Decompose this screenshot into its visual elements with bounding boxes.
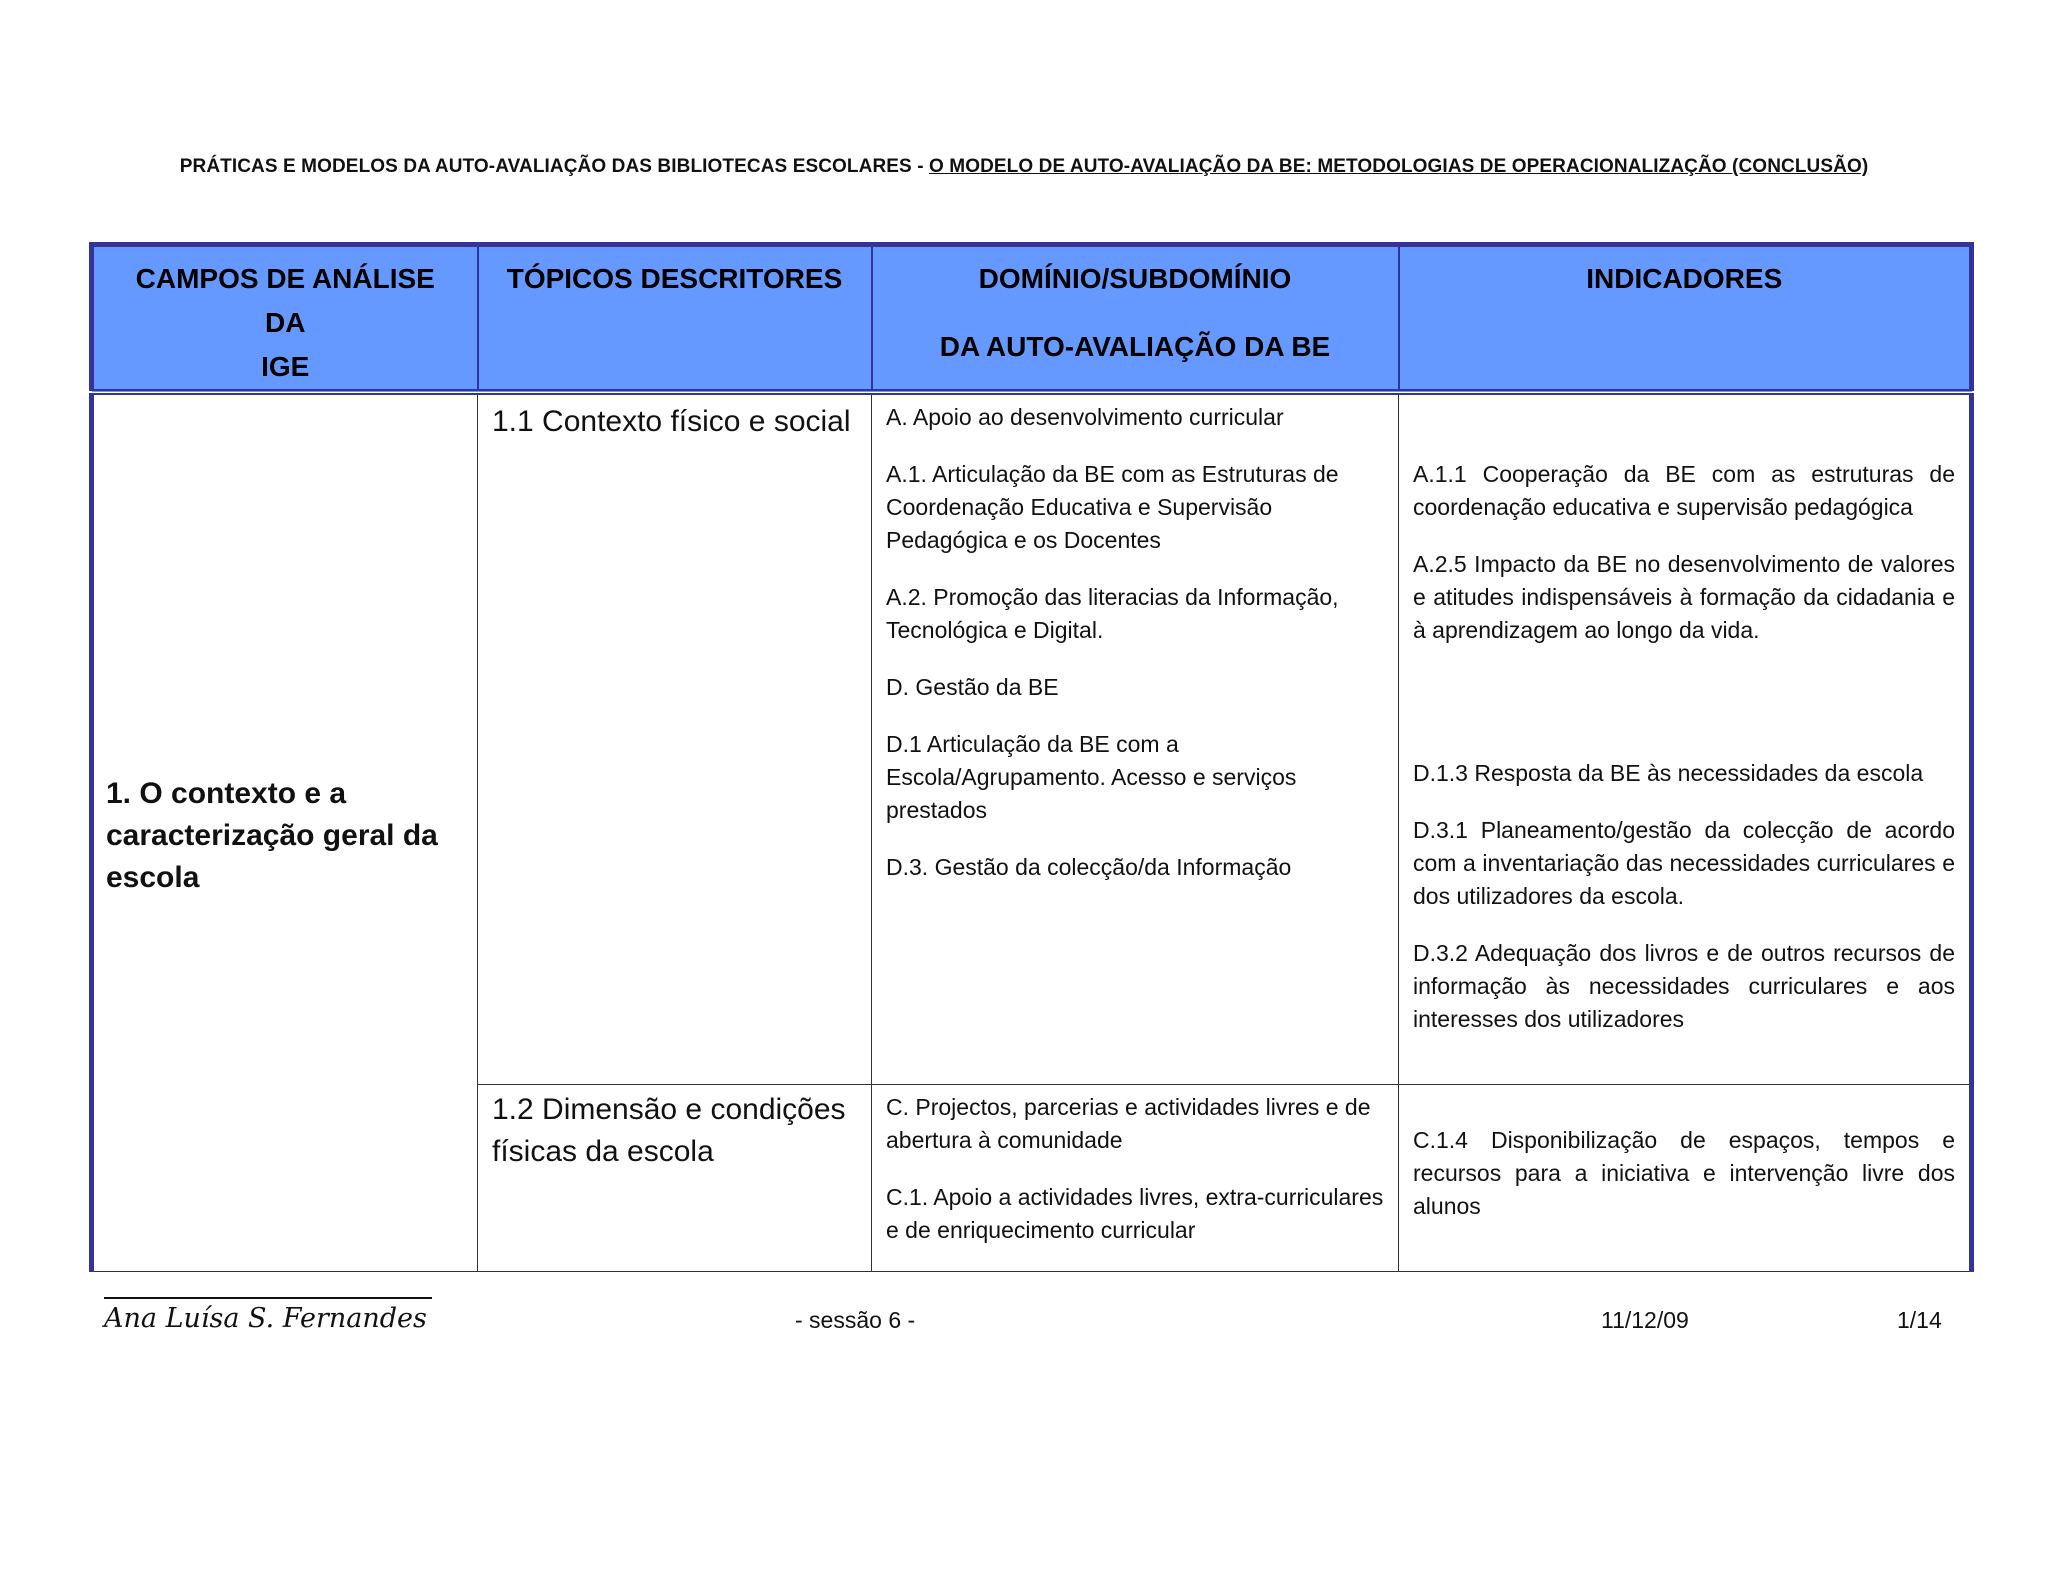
dominio-item: D.3. Gestão da colecção/da Informação [886, 854, 1292, 880]
indicadores-cell [1399, 392, 1972, 1084]
indicador-item: D.1.3 Resposta da BE às necessidades da escola [1413, 760, 1924, 786]
page-footer [0, 1297, 2048, 1337]
page-header [0, 156, 2048, 178]
dominio-item: A. Apoio ao desenvolvimento curricular [886, 404, 1284, 430]
column-header-campos-line2: IGE [261, 351, 310, 382]
topico-cell: 1.2 Dimensão e condições físicas da escola [478, 1084, 872, 1271]
dominio-item: C. Projectos, parcerias e actividades livres e de abertura à comunidade [886, 1093, 1371, 1153]
indicador-item: C.1.4 Disponibilização de espaços, tempos e recursos para a iniciativa e intervenção livre dos alunos [1413, 1126, 1955, 1219]
column-header-dominio [872, 245, 1399, 393]
column-header-dominio-line2: DA AUTO-AVALIAÇÃO DA BE [939, 331, 1331, 362]
topico-cell: 1.1 Contexto físico e social [478, 392, 872, 1084]
header-title: PRÁTICAS E MODELOS DA AUTO-AVALIAÇÃO DAS BIBLIOTECAS ESCOLARES - [179, 156, 930, 177]
column-header-indicadores-label: INDICADORES [1586, 263, 1783, 294]
indicadores-cell [1399, 1084, 1972, 1271]
dominio-item: C.1. Apoio a actividades livres, extra-curriculares e de enriquecimento curricular [886, 1183, 1384, 1243]
indicador-item: D.3.2 Adequação dos livros e de outros recursos de informação às necessidades curriculares e aos interesses dos utilizadores [1413, 940, 1955, 1032]
signature-line [104, 1297, 432, 1299]
header-subtitle: O MODELO DE AUTO-AVALIAÇÃO DA BE: METODOLOGIAS DE OPERACIONALIZAÇÃO (CONCLUSÃO) [929, 156, 1869, 177]
column-header-campos-line1: CAMPOS DE ANÁLISE DA [135, 263, 435, 338]
dominio-item: D. Gestão da BE [886, 674, 1059, 700]
analysis-table [89, 242, 1974, 1272]
indicador-item: A.1.1 Cooperação da BE com as estruturas de coordenação educativa e supervisão pedagógica [1413, 461, 1955, 520]
column-header-dominio-line1: DOMÍNIO/SUBDOMÍNIO [978, 263, 1292, 294]
column-header-indicadores [1399, 245, 1972, 393]
indicador-item: D.3.1 Planeamento/gestão da colecção de acordo com a inventariação das necessidades curriculares e dos utilizadores da escola. [1413, 817, 1955, 909]
footer-author: Ana Luísa S. Fernandes [104, 1303, 427, 1334]
dominio-cell [872, 1084, 1399, 1271]
dominio-cell [872, 392, 1399, 1084]
campo-cell: 1. O contexto e a caracterização geral da escola [92, 392, 478, 1271]
column-header-topicos [478, 245, 872, 393]
footer-page-number: 1/14 [1897, 1307, 1942, 1333]
dominio-item: A.2. Promoção das literacias da Informação, Tecnológica e Digital. [886, 584, 1339, 643]
column-header-topicos-label: TÓPICOS DESCRITORES [506, 263, 843, 294]
footer-date: 11/12/09 [1601, 1307, 1689, 1333]
table-header-row [92, 245, 1972, 393]
column-header-campos [92, 245, 478, 393]
footer-session: - sessão 6 - [795, 1307, 916, 1333]
dominio-item: A.1. Articulação da BE com as Estruturas de Coordenação Educativa e Supervisão Pedagógica e os Docentes [886, 461, 1339, 553]
table-row [92, 392, 1972, 1084]
indicador-item: A.2.5 Impacto da BE no desenvolvimento de valores e atitudes indispensáveis à formação da cidadania e à aprendizagem ao longo da vida. [1413, 551, 1955, 643]
dominio-item: D.1 Articulação da BE com a Escola/Agrupamento. Acesso e serviços prestados [886, 731, 1297, 823]
